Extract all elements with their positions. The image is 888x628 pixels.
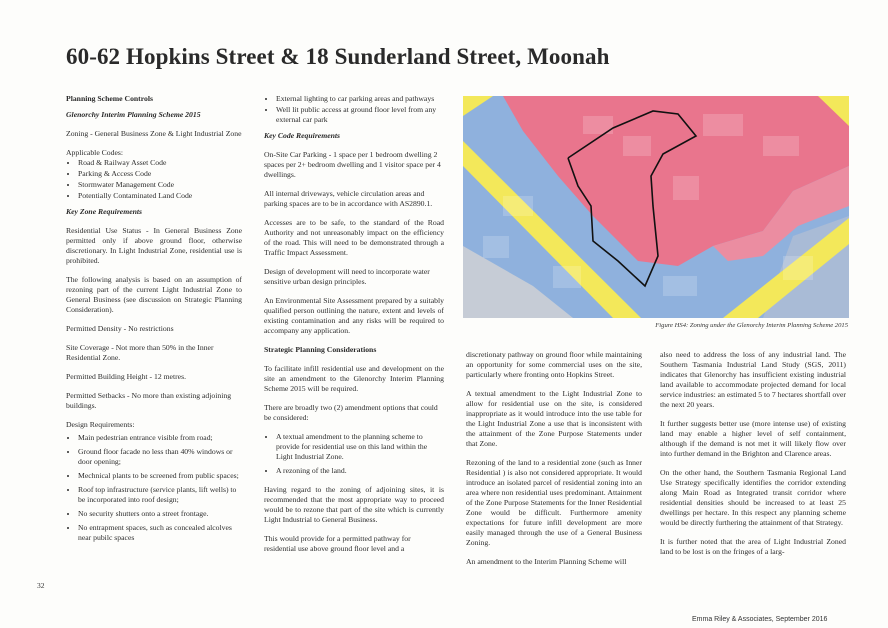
- column-1: [66, 94, 242, 552]
- footer-credit: Emma Riley & Associates, September 2016: [692, 616, 828, 623]
- paragraph: Accesses are to be safe, to the standard of the Road Authority and not unreasonably impact on the efficiency of the road. This will need to be demonstrated through a Traffic Impact Assessment.: [264, 218, 444, 257]
- page-number: 32: [37, 581, 45, 590]
- key-code-heading: Key Code Requirements: [264, 131, 341, 140]
- paragraph: Permitted Density - No restrictions: [66, 324, 174, 333]
- zoning-text: Zoning - General Business Zone & Light Industrial Zone: [66, 129, 242, 138]
- paragraph: It is further noted that the area of Light Industrial Zoned land to be lost is on the fringes of a larg-: [660, 537, 846, 556]
- list-item: • Parking & Access Code: [78, 169, 242, 179]
- paragraph: Having regard to the zoning of adjoining sites, it is recommended that the most appropriate way to proceed would be to rezone that part of the site which is currently Light Industrial to General Business.: [264, 485, 444, 524]
- list-item: • Ground floor facade no less than 40% windows or door opening;: [78, 447, 242, 467]
- paragraph: Permitted Setbacks - No more than existing adjoining buildings.: [66, 391, 232, 410]
- paragraph: On-Site Car Parking - 1 space per 1 bedroom dwelling 2 spaces per 2+ bedroom dwelling and 1 visitor space per 4 dwellings.: [264, 150, 441, 179]
- lighting-list: [264, 94, 444, 125]
- paragraph: On the other hand, the Southern Tasmania Regional Land Use Strategy specifically identifies the corridor extending along Main Road as Integrated transit corridor where residential densities should be increased to at least 25 dwellings per hectare. In this respect any planning scheme would be directly furthering the attainment of that Strategy.: [660, 468, 846, 527]
- list-item: • No entrapment spaces, such as concealed alcolves near pubilc spaces: [78, 523, 242, 543]
- paragraph: A textual amendment to the Light Industrial Zone to allow for residential use on the site, is considered inappropriate as it would introduce into the use table for the Light Industrial Zone a use that is inconsistent with the attainment of the Zone Purpose Statements under that Zone.: [466, 389, 642, 448]
- list-item: • Mechnical plants to be screened from public spaces;: [78, 471, 242, 481]
- zoning-map: [463, 96, 849, 318]
- list-item: • Road & Railway Asset Code: [78, 158, 242, 168]
- paragraph: also need to address the loss of any industrial land. The Southern Tasmania Industrial Land Study (SGS, 2011) indicates that Glenorchy has insufficient existing industrial land available to accommodate projected demand for local service industries: an estimated 5 to 7 hectares shortfall over the next 20 years.: [660, 350, 846, 409]
- column-3: [466, 350, 642, 576]
- list-item: • A rezoning of the land.: [276, 466, 444, 476]
- codes-label: Applicable Codes:: [66, 148, 124, 157]
- paragraph: There are broadly two (2) amendment options that could be considered:: [264, 403, 438, 422]
- options-list: [264, 432, 444, 476]
- paragraph: It further suggests better use (more intense use) of existing land may enable a higher level of self containment, although if the demand is not met it will likely flow over into further demand in the Brighton and Clarence areas.: [660, 419, 846, 458]
- paragraph: An Environmental Site Assessment prepared by a suitably qualified person outlining the nature, extent and levels of existing contamination and any risks will be required to accompany any application.: [264, 296, 444, 335]
- list-item: • Main pedestrian entrance visible from road;: [78, 433, 242, 443]
- paragraph: Design of development will need to incorporate water sensitive urban design principles.: [264, 267, 430, 286]
- scheme-name: Glenorchy Interim Planning Scheme 2015: [66, 110, 201, 119]
- paragraph: discretionaty pathway on ground floor while maintaining an opportunity for some commercial uses on the site, particularly where fronting onto Hopkins Street.: [466, 350, 642, 379]
- map-caption: Figure HS4: Zoning under the Glenorchy Interim Planning Scheme 2015: [655, 322, 848, 329]
- paragraph: Residential Use Status - In General Business Zone permitted only if above ground floor, otherwise discretionary. In Light Industrial Zone, residential use is prohibited.: [66, 226, 242, 265]
- paragraph: All internal driveways, vehicle circulation areas and parking spaces are to be in accordance with AS2890.1.: [264, 189, 433, 208]
- codes-list: [66, 158, 242, 201]
- design-label: Design Requirements:: [66, 420, 135, 429]
- list-item: • Stormwater Management Code: [78, 180, 242, 190]
- list-item: • External lighting to car parking areas and pathways: [276, 94, 444, 104]
- paragraph: Site Coverage - Not more than 50% in the Inner Residential Zone.: [66, 343, 214, 362]
- paragraph: Rezoning of the land to a residential zone (such as Inner Residential ) is also not considered appropriate. It would introduce an isolated parcel of residential zoning into an area where non residential uses predominant. Attainment of the Zone Purpose Statements for the Inner Residential Zone would be difficult. Furthermore amenity expectations for future infill development are more easily managed through the use of a General Business Zoning.: [466, 458, 642, 547]
- paragraph: The following analysis is based on an assumption of rezoning part of the current Light Industrial Zone to General Business (see discussion on Strategic Planning Consideration).: [66, 275, 242, 314]
- column-4: [660, 350, 846, 566]
- paragraph: Permitted Building Height - 12 metres.: [66, 372, 186, 381]
- list-item: • No security shutters onto a street frontage.: [78, 509, 242, 519]
- paragraph: To facilitate infill residential use and development on the site an amendment to the Glenorchy Interim Planning Scheme 2015 will be required.: [264, 364, 444, 393]
- paragraph: This would provide for a permitted pathway for residential use above ground floor level and a: [264, 534, 411, 553]
- list-item: • Potentially Contaminated Land Code: [78, 191, 242, 201]
- column-2: [264, 94, 444, 563]
- key-zone-heading: Key Zone Requirements: [66, 207, 143, 216]
- paragraph: An amendment to the Interim Planning Scheme will: [466, 557, 627, 566]
- list-item: • Well lit public access at ground floor level from any external car park: [276, 105, 444, 125]
- design-list: [66, 433, 242, 543]
- planning-controls-heading: Planning Scheme Controls: [66, 94, 153, 103]
- zoning-map-graphic: [463, 96, 849, 318]
- page-title: 60-62 Hopkins Street & 18 Sunderland Street, Moonah: [66, 44, 610, 69]
- list-item: • Roof top infrastructure (service plants, lift wells) to be incorporated into roof design;: [78, 485, 242, 505]
- list-item: • A textual amendment to the planning scheme to provide for residential use on this land within the Light Industrial Zone.: [276, 432, 444, 462]
- strategic-heading: Strategic Planning Considerations: [264, 345, 377, 354]
